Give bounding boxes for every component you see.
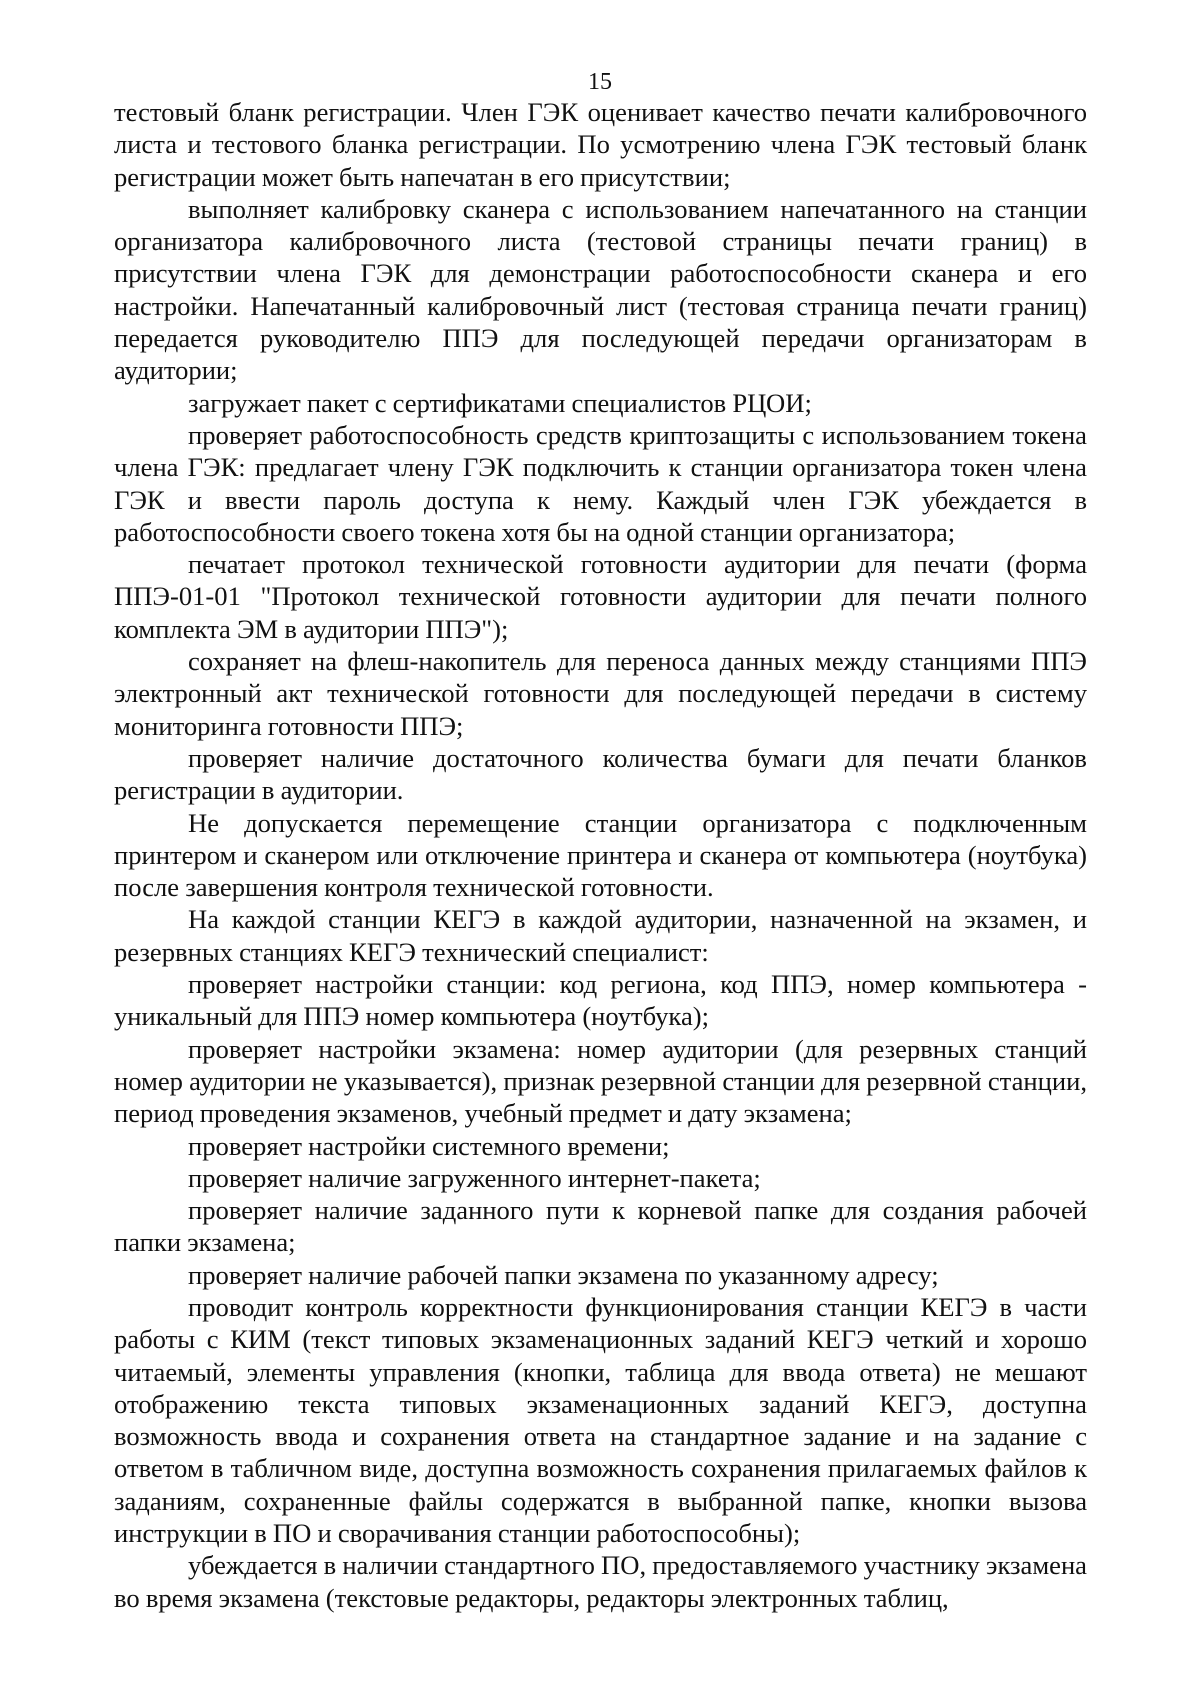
paragraph-root-folder: проверяет наличие заданного пути к корневой папке для создания рабочей папки экзамена; xyxy=(114,1195,1087,1258)
paragraph-crypto-check: проверяет работоспособность средств криптозащиты с использованием токена члена ГЭК: предлагает члену ГЭК подключить к станции организатора токен члена ГЭК и ввести пароль доступа к нему. Каждый член ГЭК убеждается в работоспособности своего токена хотя бы на одной станции организатора; xyxy=(114,419,1087,547)
paragraph-kim-control: проводит контроль корректности функционирования станции КЕГЭ в части работы с КИМ (текст типовых экзаменационных заданий КЕГЭ четкий и хорошо читаемый, элементы управления (кнопки, таблица для ввода ответа) не мешают отображению текста типовых экзаменационных заданий КЕГЭ, доступна возможность ввода и сохранения ответа на стандартное задание и на задание с ответом в табличном виде, доступна возможность сохранения прилагаемых файлов к заданиям, сохраненные файлы содержатся в выбранной папке, кнопки вызова инструкции в ПО и сворачивания станции работоспособны); xyxy=(114,1291,1087,1549)
paragraph-continuation: тестовый бланк регистрации. Член ГЭК оценивает качество печати калибровочного листа и тестового бланка регистрации. По усмотрению члена ГЭК тестовый бланк регистрации может быть напечатан в его присутствии; xyxy=(114,97,1087,192)
paragraph-kege-stations: На каждой станции КЕГЭ в каждой аудитории, назначенной на экзамен, и резервных станциях КЕГЭ технический специалист: xyxy=(114,904,1087,967)
paragraph-standard-software: убеждается в наличии стандартного ПО, предоставляемого участнику экзамена во время экзамена (текстовые редакторы, редакторы электронных таблиц, xyxy=(114,1550,1087,1613)
paragraph-station-settings: проверяет настройки станции: код региона, код ППЭ, номер компьютера - уникальный для ППЭ номер компьютера (ноутбука); xyxy=(114,969,1087,1032)
paragraph-flash-save: сохраняет на флеш-накопитель для переноса данных между станциями ППЭ электронный акт технической готовности для последующей передачи в систему мониторинга готовности ППЭ; xyxy=(114,646,1087,741)
page-number: 15 xyxy=(588,69,612,95)
paragraph-system-time: проверяет настройки системного времени; xyxy=(188,1130,670,1161)
paragraph-scanner-calibration: выполняет калибровку сканера с использованием напечатанного на станции организатора калибровочного листа (тестовой страницы печати границ) в присутствии члена ГЭК для демонстрации работоспособности сканера и его настройки. Напечатанный калибровочный лист (тестовая страница печати границ) передается руководителю ППЭ для последующей передачи организаторам в аудитории; xyxy=(114,193,1087,386)
paragraph-work-folder: проверяет наличие рабочей папки экзамена по указанному адресу; xyxy=(188,1259,939,1290)
paragraph-exam-settings: проверяет настройки экзамена: номер аудитории (для резервных станций номер аудитории не указывается), признак резервной станции для резервной станции, период проведения экзаменов, учебный предмет и дату экзамена; xyxy=(114,1033,1087,1129)
paragraph-no-moving: Не допускается перемещение станции организатора с подключенным принтером и сканером или отключение принтера и сканера от компьютера (ноутбука) после завершения контроля технической готовности. xyxy=(114,807,1087,903)
document-body xyxy=(114,96,1087,1614)
paragraph-paper-check: проверяет наличие достаточного количества бумаги для печати бланков регистрации в аудитории. xyxy=(114,742,1087,806)
paragraph-certificates: загружает пакет с сертификатами специалистов РЦОИ; xyxy=(188,387,812,418)
paragraph-print-protocol: печатает протокол технической готовности аудитории для печати (форма ППЭ-01-01 "Протокол технической готовности аудитории для печати полного комплекта ЭМ в аудитории ППЭ"); xyxy=(114,549,1087,644)
paragraph-internet-package: проверяет наличие загруженного интернет-пакета; xyxy=(188,1162,761,1193)
